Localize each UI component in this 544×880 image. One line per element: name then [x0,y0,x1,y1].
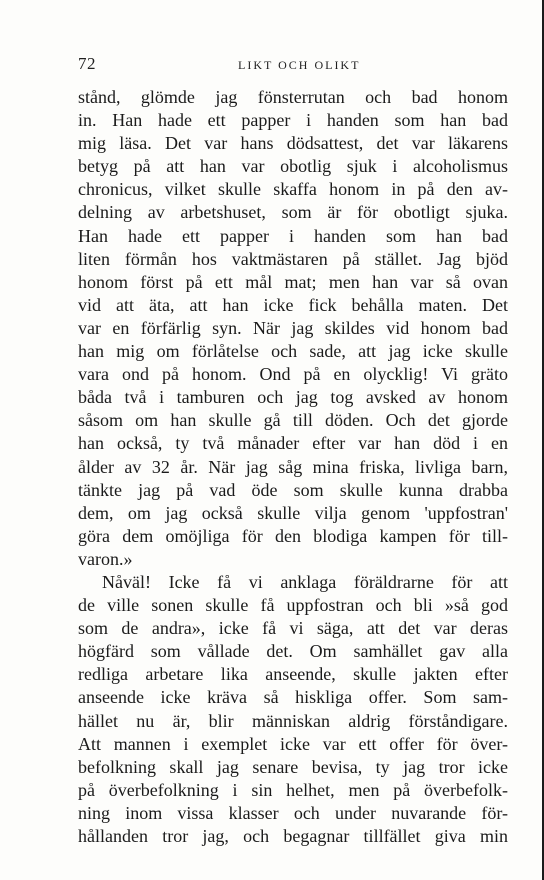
running-title: LIKT OCH OLIKT [238,58,361,72]
text-line: Han hade ett papper i handen som han bad [78,225,508,246]
text-line: in. Han hade ett papper i handen som han bad [78,110,508,131]
text-line: som de andra», icke få vi säga, att det var deras [78,618,508,639]
page-header [78,54,508,78]
text-line: Att mannen i exemplet icke var ett offer för över- [78,733,508,754]
text-line: vid att äta, att han icke fick behålla maten. Det [78,294,508,315]
text-line: ålder av 32 år. När jag såg mina friska, livliga barn, [78,456,508,477]
text-line: hället nu är, blir människan aldrig förståndigare. [78,710,508,731]
text-line: delning av arbetshuset, som är för obotligt sjuka. [78,202,508,223]
text-line: ning inom vissa klasser och under nuvarande för- [78,802,508,823]
text-line: högfärd som vållade det. Om samhället gav alla [78,641,508,662]
text-line: göra dem omöjliga för den blodiga kampen för till- [78,525,508,546]
text-line: var en förfärlig syn. När jag skildes vid honom bad [78,317,508,338]
text-line: anseende icke kräva så hiskliga offer. Som sam- [78,687,508,708]
text-line: stånd, glömde jag fönsterrutan och bad honom [78,87,508,107]
body-text [78,86,508,848]
text-line: Nåväl! Icke få vi anklaga föräldrarne för att [102,571,508,592]
text-line: vara ond på honom. Ond på en olycklig! Vi gräto [78,364,508,385]
text-line: befolkning skall jag senare bevisa, ty jag tror icke [78,756,508,777]
text-line: båda två i tamburen och jag tog avsked av honom [78,387,508,408]
text-line: tänkte jag på vad öde som skulle kunna drabba [78,479,508,500]
text-line: han också, ty två månader efter var han död i en [78,433,508,454]
text-line: såsom om han skulle gå till döden. Och det gjorde [78,410,508,431]
text-line: de ville sonen skulle få uppfostran och bli »så god [78,595,508,616]
text-line: redliga arbetare lika anseende, skulle jakten efter [78,664,508,685]
text-line: chronicus, vilket skulle skaffa honom in på den av- [78,179,508,200]
text-line: på överbefolkning i sin helhet, men på överbefolk- [78,779,508,800]
text-line: betyg på att han var obotlig sjuk i alcoholismus [78,156,508,177]
text-line: honom först på ett mål mat; men han var så ovan [78,271,508,292]
text-line: mig läsa. Det var hans dödsattest, det var läkarens [78,133,508,154]
text-line: han mig om förlåtelse och sade, att jag icke skulle [78,341,508,362]
text-line: varon.» [78,548,133,569]
text-line: hållanden tror jag, och begagnar tillfället giva min [78,826,508,846]
page-number: 72 [78,54,96,73]
text-line: liten förmån hos vaktmästaren på stället. Jag bjöd [78,248,508,269]
text-line: dem, om jag också skulle vilja genom 'uppfostran' [78,502,508,523]
